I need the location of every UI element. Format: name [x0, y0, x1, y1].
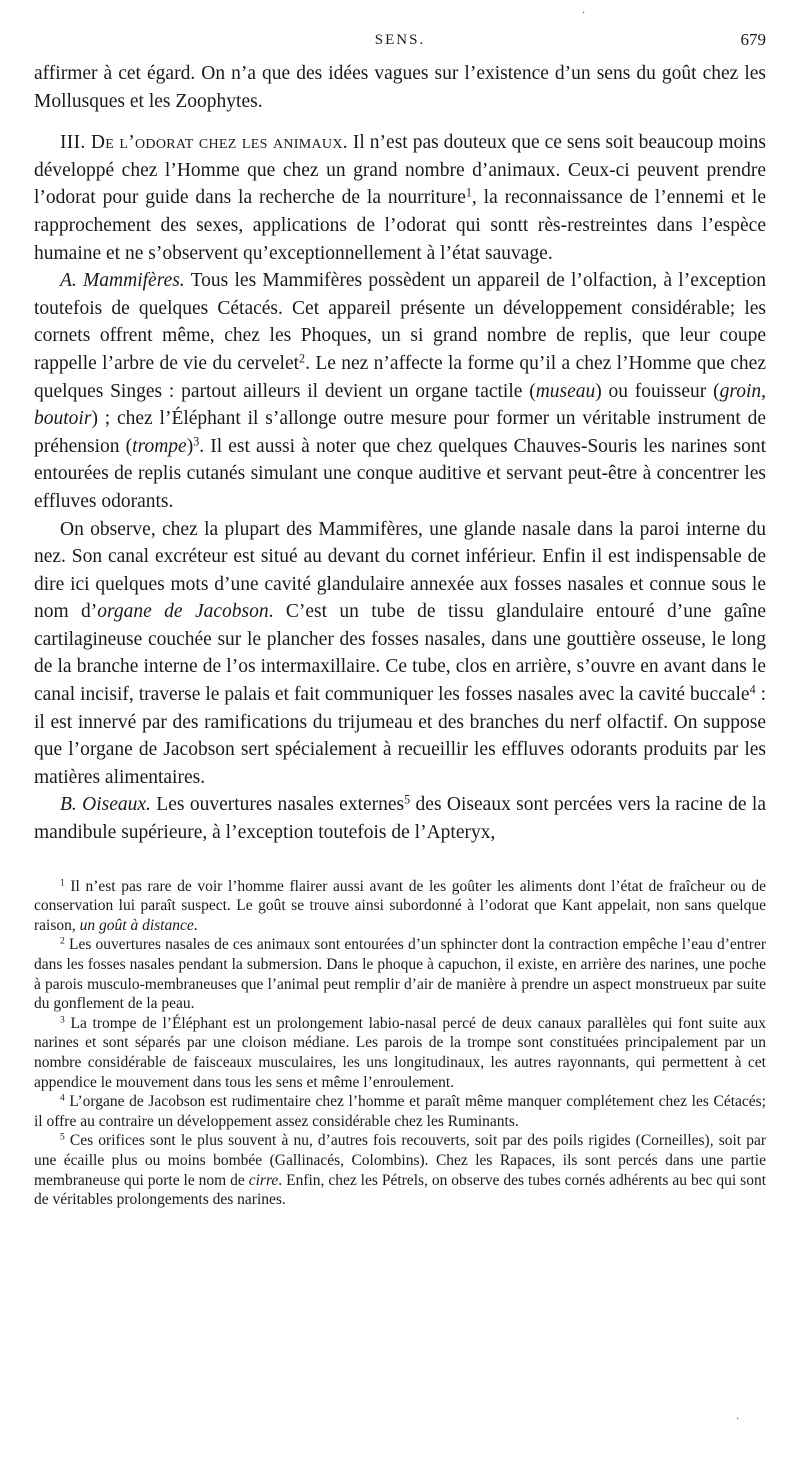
footnote-text: Les ouvertures nasales de ces animaux sont entourées d’un sphincter dont la contraction empêche l’eau d’entrer dans les fosses nasales pendant la submersion. Dans le phoque à capuchon, il existe, en arrière des narines, une poche à parois musculo-membraneuses que l’animal peut remplir d’air de manière à prendre un aspect monstrueux par suite du gonflement de la peau. [34, 936, 766, 1013]
italic-term: cirre [248, 1171, 279, 1189]
paragraph-text: ) [186, 435, 194, 457]
subsection-heading: B. Oiseaux. [60, 794, 151, 816]
paragraph-text: ) ; chez l’Éléphant il s’allonge outre mesure pour former un véritable instrument de préhension ( [34, 408, 766, 457]
running-title: SENS. [374, 32, 426, 48]
italic-term: groin, boutoir [34, 380, 766, 430]
footnote-ref-3[interactable]: 3 [193, 434, 200, 449]
footnote-text: Ces orifices sont le plus souvent à nu, d’autres fois recouverts, soit par des poils rigides (Corneilles), soit par une écaille plus ou moins bombée (Gallinacés, Colombins). Chez les Rapaces, ils sont percés dans une partie membraneuse qui porte le nom de [34, 1132, 766, 1189]
paragraph-text: . Le nez n’affecte la forme qu’il a chez l’Homme que chez quelques Singes : partout ailleurs il devient un organe tactile ( [34, 352, 766, 402]
paragraph-text: On observe, chez la plupart des Mammifères, une glande nasale dans la paroi interne du nez. Son canal excréteur est situé au devant du cornet inférieur. Enfin il est indispensable de dire ici quelques mots d’une cavité glandulaire annexée aux fosses nasales et connue sous le nom d’ [34, 518, 766, 623]
footnote-text: Il n’est pas rare de voir l’homme flairer aussi avant de les goûter les aliments dont l’état de fraîcheur ou de conservation lui paraît suspect. Le goût se trouve ainsi subordonné à l’odorat que Kant appelait, non sans quelque raison, [34, 877, 766, 934]
footnote-3 [34, 1014, 766, 1092]
footnote-number: 3 [60, 1014, 65, 1026]
paragraph-birds [34, 791, 766, 846]
footnote-ref-5[interactable]: 5 [404, 792, 411, 807]
paragraph-text: des Oiseaux sont percées vers la racine de la mandibule supérieure, à l’exception toutefois de l’Apteryx, [34, 794, 767, 844]
page-number: 679 [740, 30, 766, 49]
italic-term: organe de Jacobson [97, 601, 269, 623]
footnote-ref-2[interactable]: 2 [299, 351, 306, 366]
italic-term: trompe [132, 435, 187, 457]
footnote-1 [34, 877, 766, 936]
main-text [34, 60, 766, 847]
footnote-text: . Enfin, chez les Pétrels, on observe des tubes cornés adhérents au bec qui sont de véritables prolongements des narines. [34, 1171, 766, 1209]
print-speck: · [582, 8, 586, 19]
footnote-text: . [193, 916, 198, 934]
footnote-ref-1[interactable]: 1 [465, 185, 472, 200]
book-page [34, 26, 766, 1210]
section-heading: III. De l’odorat chez les animaux. [60, 132, 348, 154]
paragraph-mammals [34, 267, 766, 515]
paragraph-taste-conclusion [34, 60, 766, 115]
paragraph-text: affirmer à cet égard. On n’a que des idées vagues sur l’existence d’un sens du goût chez les Mollusques et les Zoophytes. [34, 63, 766, 112]
paragraph-text: ) ou fouisseur ( [595, 380, 720, 402]
footnote-number: 4 [60, 1092, 65, 1104]
print-speck: · [736, 1414, 740, 1425]
paragraph-text: . C’est un tube de tissu glandulaire entouré d’une gaîne cartilagineuse couchée sur le plancher des fosses nasales, dans une gouttière osseuse, le long de la branche interne de l’os intermaxillaire. Ce tube, clos en arrière, s’ouvre en avant dans le canal incisif, traverse le palais et fait communiquer les fosses nasales avec la cavité buccale [34, 601, 766, 706]
footnote-ref-4[interactable]: 4 [749, 682, 756, 697]
subsection-heading: A. Mammifères. [60, 270, 185, 292]
footnote-2 [34, 935, 766, 1013]
footnote-4 [34, 1092, 766, 1131]
italic-term: museau [535, 380, 596, 402]
footnote-text: La trompe de l’Éléphant est un prolongement labio-nasal percé de deux canaux parallèles qui font suite aux narines et sont séparés par une cloison médiane. Les parois de la trompe sont constituées principalement par un nombre considérable de faisceaux musculaires, les uns longitudinaux, les autres rayonnants, qui permettent à cet appendice le mouvement dans tous les sens et même l’enroulement. [34, 1014, 766, 1091]
paragraph-text: , la reconnaissance de l’ennemi et le rapprochement des sexes, applications de l’odorat qui sontt rès-restreintes dans l’espèce humaine et ne s’observent qu’exceptionnellement à l’état sauvage. [34, 187, 767, 264]
paragraph-text: Tous les Mammifères possèdent un appareil de l’olfaction, à l’exception toutefois de quelques Cétacés. Cet appareil présente un développement considérable; les cornets offrent même, chez les Phoques, un si grand nombre de replis, que leur coupe rappelle l’arbre de vie du cervelet [34, 270, 766, 374]
paragraph-text: . Il est aussi à noter que chez quelques Chauves-Souris les narines sont entourées de replis cutanés simulant une conque auditive et servant peut-être à concentrer les effluves odorants. [34, 435, 766, 512]
paragraph-text: Les ouvertures nasales externes [150, 794, 405, 816]
paragraph-text: Il n’est pas douteux que ce sens soit beaucoup moins développé chez l’Homme que chez un grand nombre d’animaux. Ceux-ci peuvent prendre l’odorat pour guide dans la recherche de la nourriture [34, 132, 766, 209]
italic-term: un goût à distance [79, 916, 194, 934]
paragraph-jacobson [34, 516, 766, 792]
page-header [34, 26, 766, 60]
paragraph-text: : il est innervé par des ramifications du trijumeau et des branches du nerf olfactif. On suppose que l’organe de Jacobson sert spécialement à recueillir les effluves odorants produits par les matières alimentaires. [34, 684, 767, 788]
paragraph-smell-animals [34, 129, 766, 267]
footnote-number: 5 [60, 1132, 65, 1144]
footnotes [34, 877, 766, 1210]
footnote-5 [34, 1131, 766, 1209]
footnote-text: L’organe de Jacobson est rudimentaire chez l’homme et paraît même manquer complétement chez les Cétacés; il offre au contraire un développement assez considérable chez les Ruminants. [34, 1093, 766, 1130]
footnote-number: 2 [60, 936, 65, 948]
footnote-number: 1 [60, 877, 65, 889]
